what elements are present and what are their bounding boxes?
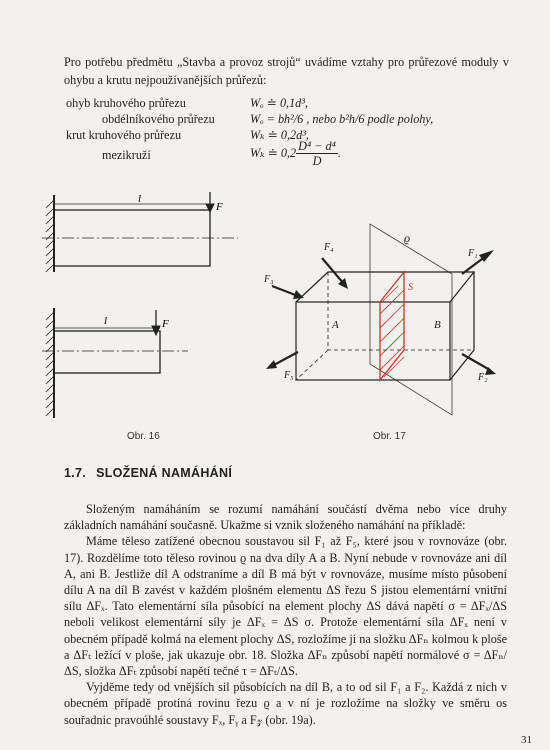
formula-label: ohyb kruhového průřezu	[66, 96, 186, 110]
figure-16-caption: Obr. 16	[127, 431, 160, 442]
length-label: l	[138, 193, 142, 205]
figure-17	[262, 210, 502, 425]
force-label-f4: F₄	[324, 242, 334, 253]
intro-paragraph: Pro potřebu předmětu „Stavba a provoz strojů“ uvádíme vztahy pro průřezové moduly v ohybu a krutu nejpoužívanějších průřezů:	[64, 55, 509, 87]
section-heading: 1.7. SLOŽENÁ NAMÁHÁNÍ	[64, 466, 233, 480]
formula-expr: Wₒ ≐ 0,1d³,	[250, 96, 308, 110]
force-label-f1: F₁	[468, 248, 478, 259]
part-label-a: A	[332, 319, 339, 331]
part-label-b: B	[434, 319, 441, 331]
plane-label-rho: ϱ	[404, 231, 411, 245]
formula-label: krut kruhového průřezu	[66, 128, 182, 142]
body-text	[64, 501, 507, 728]
formula-label: obdélníkového průřezu	[102, 112, 215, 126]
page-number: 31	[521, 734, 532, 746]
paragraph: Složeným namáháním se rozumí namáhání součástí dvěma nebo více druhy základních namáhání současně. Ukažme si vznik složeného namáhání na příkladě:	[64, 502, 507, 533]
formula-label: mezikruží	[102, 148, 151, 162]
figure-17-caption: Obr. 17	[373, 431, 406, 442]
fraction: $\frac{\text{D⁴ − d⁴}}{D}$	[298, 139, 336, 168]
length-label: l	[104, 315, 108, 327]
figure-16	[38, 190, 238, 420]
force-label-f2: F₂	[478, 372, 488, 383]
force-label-f3: F₃	[264, 274, 274, 285]
force-label: F	[162, 318, 169, 330]
paragraph: Vyjděme tedy od vnějších sil působících na díl B, a to od sil F₁ a F₂. Každá z nich v obecném případě protíná rovinu řezu ϱ a v ní je rozložíme na složky ve směru os souřadnic pravoúhlé soustavy Fₓ, Fᵧ a F𝓏 (obr. 19a).	[64, 680, 507, 727]
section-label-s: S	[408, 282, 413, 293]
force-label: F	[216, 201, 223, 213]
formula-expr: Wₒ = bh²/6 , nebo b²h/6 podle polohy,	[250, 112, 434, 126]
formula-expr: Wₖ ≐ 0,2d³,	[250, 128, 309, 142]
paragraph: Máme těleso zatížené obecnou soustavou sil F₁ až F₅, které jsou v rovnováze (obr. 17). Rozdělíme toto těleso rovinou ϱ na dva díly A a B. Nyní nebude v rovnováze ani díl A, ani B. Jestliže díl A odstraníme a díl B má být v rovnováze, musíme místo působení dílu A na díl B zavést v každém plošném elementu ΔS řezu S jistou elementární vnitřní sílu ΔFₓ. Tato elementární síla působící na element plochy ΔS dává napětí σ = ΔFₓ/ΔS neboli velikost elementární síly je ΔFₓ = ΔS σ. Protože elementární síla ΔFₓ není v obecném případě kolmá na element plochy ΔS, rozložíme ji na složku ΔFₙ kolmou k ploše a ΔFₜ ležící v ploše, jak ukazuje obr. 18. Složka ΔFₙ způsobí napětí normálové σ = ΔFₙ/ΔS, složka ΔFₜ způsobí napětí tečné τ = ΔFₜ/ΔS.	[64, 534, 507, 679]
formula-expr: Wₖ ≐ 0,2 $\frac{\text{D⁴ − d⁴}}{D}$ .	[250, 139, 341, 168]
force-label-f5: F₅	[284, 370, 294, 381]
